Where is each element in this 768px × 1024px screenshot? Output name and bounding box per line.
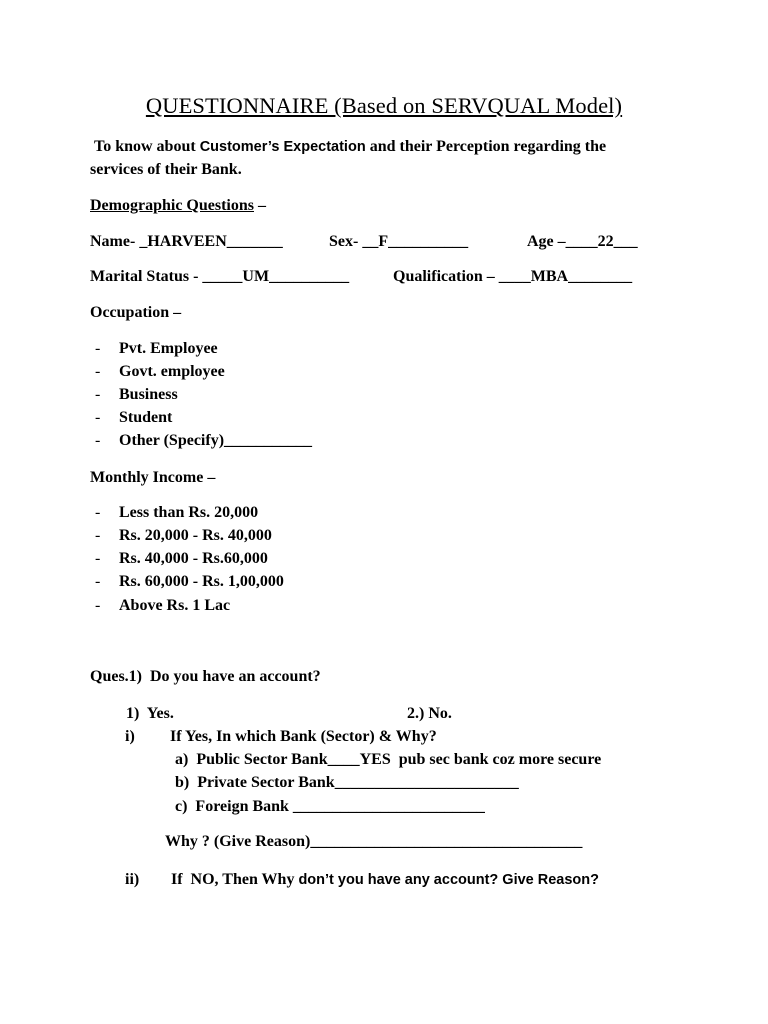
demographic-heading-line: [90, 196, 266, 216]
why-reason-field: Why ? (Give Reason)__________________________________: [165, 833, 583, 850]
sub-question-ii-start: If NO, Then Why: [171, 871, 299, 888]
intro-text-end: and their Perception regarding the: [365, 138, 607, 155]
list-bullet: -: [95, 340, 101, 357]
sex-field: Sex- __F__________: [329, 233, 469, 250]
list-bullet: -: [95, 597, 101, 614]
list-item: Above Rs. 1 Lac: [119, 597, 231, 614]
bank-option-private: b) Private Sector Bank_______________________: [175, 774, 519, 791]
list-item: Pvt. Employee: [119, 340, 218, 357]
marital-status-field: Marital Status - _____UM__________: [90, 268, 350, 285]
sub-question-ii-end: don’t you have any account? Give Reason?: [298, 872, 599, 888]
list-bullet: -: [95, 550, 101, 567]
intro-line-2: services of their Bank.: [90, 161, 242, 178]
list-item: Rs. 20,000 - Rs. 40,000: [119, 527, 272, 544]
list-item: Business: [119, 386, 178, 403]
page-title: QUESTIONNAIRE (Based on SERVQUAL Model): [145, 93, 623, 118]
qualification-field: Qualification – ____MBA________: [393, 268, 633, 285]
age-field: Age –____22___: [527, 233, 638, 250]
list-bullet: -: [95, 409, 101, 426]
sub-question-ii: [171, 870, 599, 890]
list-item: Rs. 60,000 - Rs. 1,00,000: [119, 573, 284, 590]
list-bullet: -: [95, 504, 101, 521]
sub-question-i: If Yes, In which Bank (Sector) & Why?: [170, 728, 437, 745]
intro-text-start: To know about: [94, 138, 200, 155]
list-bullet: -: [95, 386, 101, 403]
list-item: Rs. 40,000 - Rs.60,000: [119, 550, 268, 567]
income-label: Monthly Income –: [90, 469, 216, 486]
demographic-heading-suffix: –: [254, 197, 266, 214]
occupation-label: Occupation –: [90, 304, 182, 321]
bank-option-public: a) Public Sector Bank____YES pub sec bank coz more secure: [175, 751, 602, 768]
bank-option-foreign: c) Foreign Bank ________________________: [175, 798, 485, 815]
list-bullet: -: [95, 432, 101, 449]
question-1: Ques.1) Do you have an account?: [90, 668, 321, 685]
sub-question-ii-marker: ii): [125, 871, 140, 888]
intro-emphasis: Customer’s Expectation: [199, 139, 366, 155]
name-field: Name- _HARVEEN_______: [90, 233, 283, 250]
list-item: Govt. employee: [119, 363, 225, 380]
list-item: Less than Rs. 20,000: [119, 504, 259, 521]
list-item: Student: [119, 409, 173, 426]
list-bullet: -: [95, 363, 101, 380]
answer-no-option: 2.) No.: [407, 705, 452, 722]
list-item: Other (Specify)___________: [119, 432, 313, 449]
list-bullet: -: [95, 573, 101, 590]
sub-question-i-marker: i): [125, 728, 135, 745]
answer-yes-option: 1) Yes.: [126, 705, 174, 722]
demographic-heading: Demographic Questions: [90, 197, 254, 214]
intro-line-1: [94, 137, 606, 157]
list-bullet: -: [95, 527, 101, 544]
